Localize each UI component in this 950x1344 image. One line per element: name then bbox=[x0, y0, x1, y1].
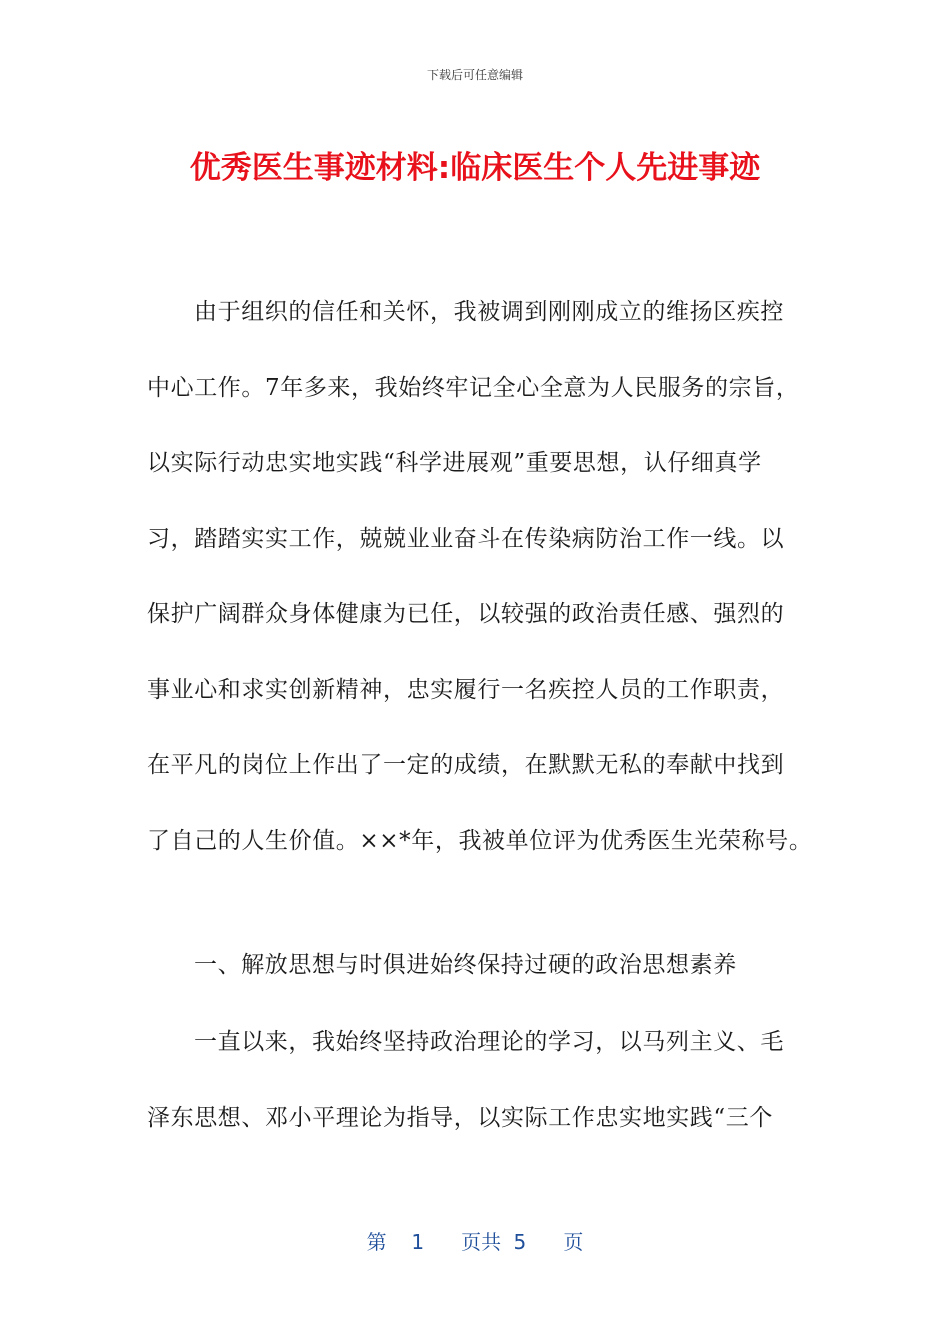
paragraph-line: 泽东思想、邓小平理论为指导，以实际工作忠实地实践“三个 bbox=[147, 1104, 773, 1131]
paragraph-line: 一直以来，我始终坚持政治理论的学习，以马列主义、毛 bbox=[194, 1029, 784, 1055]
paragraph-line: 保护广阔群众身体健康为已任，以较强的政治责任感、强烈的 bbox=[147, 601, 785, 627]
paragraph-line: 了自己的人生价值。××*年，我被单位评为优秀医生光荣称号。 bbox=[147, 827, 813, 854]
paragraph-section-one bbox=[147, 1005, 807, 1156]
paragraph-line: 中心工作。7年多来，我始终牢记全心全意为人民服务的宗旨， bbox=[147, 374, 800, 401]
document-title: 优秀医生事迹材料:临床医生个人先进事迹 bbox=[189, 150, 761, 186]
paragraph-line: 习，踏踏实实工作，兢兢业业奋斗在传染病防治工作一线。以 bbox=[147, 525, 785, 552]
paragraph-line: 事业心和求实创新精神，忠实履行一名疾控人员的工作职责， bbox=[147, 676, 785, 703]
page-number-footer: 第 1 页共 5 页 bbox=[366, 1230, 584, 1254]
paragraph-line: 以实际行动忠实地实践“科学进展观”重要思想，认仔细真学 bbox=[147, 450, 762, 476]
section-heading: 一、解放思想与时俱进始终保持过硬的政治思想素养 bbox=[194, 952, 737, 978]
paragraph-line: 由于组织的信任和关怀，我被调到刚刚成立的维扬区疾控 bbox=[194, 299, 784, 325]
paragraph-line: 在平凡的岗位上作出了一定的成绩，在默默无私的奉献中找到 bbox=[147, 752, 785, 778]
paragraph-intro bbox=[147, 275, 813, 895]
header-note: 下载后可任意编辑 bbox=[426, 68, 523, 82]
